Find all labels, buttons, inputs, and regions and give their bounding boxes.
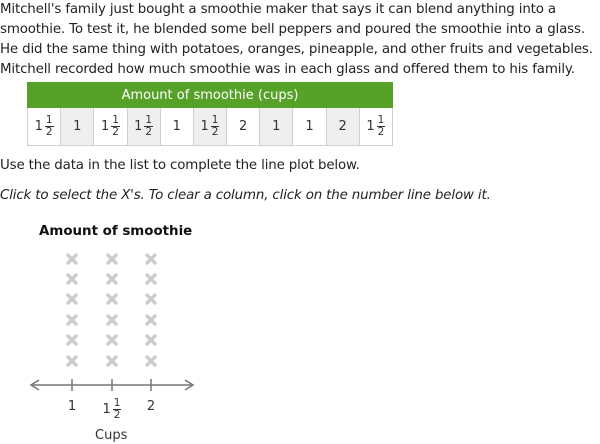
x-icon bbox=[105, 272, 119, 286]
table-cell bbox=[260, 108, 293, 146]
mixed-number bbox=[147, 399, 155, 414]
number-line[interactable] bbox=[28, 375, 198, 395]
x-mark[interactable] bbox=[105, 333, 119, 347]
table-cell bbox=[127, 108, 160, 146]
table-row bbox=[28, 108, 393, 146]
x-icon bbox=[144, 313, 158, 327]
x-icon bbox=[144, 354, 158, 368]
whole-part: 1 bbox=[272, 119, 281, 134]
whole-part: 1 bbox=[366, 119, 375, 134]
whole-part: 1 bbox=[102, 402, 111, 417]
mixed-number bbox=[103, 398, 122, 421]
x-icon bbox=[144, 272, 158, 286]
x-mark[interactable] bbox=[144, 333, 158, 347]
x-icon bbox=[105, 313, 119, 327]
x-mark[interactable] bbox=[65, 272, 79, 286]
mixed-number bbox=[200, 115, 219, 138]
x-mark[interactable] bbox=[144, 313, 158, 327]
whole-part: 1 bbox=[305, 119, 314, 134]
table-cell bbox=[28, 108, 61, 146]
mixed-number bbox=[101, 115, 120, 138]
x-mark[interactable] bbox=[65, 313, 79, 327]
x-icon bbox=[65, 313, 79, 327]
x-mark[interactable] bbox=[105, 272, 119, 286]
x-mark[interactable] bbox=[144, 292, 158, 306]
table-cell bbox=[326, 108, 359, 146]
whole-part: 2 bbox=[146, 399, 156, 414]
x-icon bbox=[144, 252, 158, 266]
x-icon bbox=[105, 333, 119, 347]
x-icon bbox=[144, 333, 158, 347]
whole-part: 2 bbox=[238, 119, 248, 134]
x-icon bbox=[65, 292, 79, 306]
x-mark[interactable] bbox=[144, 272, 158, 286]
mixed-number bbox=[173, 119, 181, 134]
x-icon bbox=[65, 333, 79, 347]
mixed-number bbox=[366, 115, 385, 138]
instruction-text: Use the data in the list to complete the line plot below. bbox=[0, 158, 360, 173]
numerator: 1 bbox=[211, 114, 219, 126]
table-cell bbox=[61, 108, 94, 146]
axis-label: Cups bbox=[95, 428, 128, 443]
whole-part: 1 bbox=[172, 119, 181, 134]
mixed-number bbox=[239, 119, 247, 134]
numerator: 1 bbox=[145, 114, 153, 126]
whole-part: 1 bbox=[34, 119, 43, 134]
table-cell bbox=[160, 108, 193, 146]
x-mark[interactable] bbox=[105, 354, 119, 368]
denominator: 2 bbox=[45, 126, 53, 138]
denominator: 2 bbox=[377, 126, 385, 138]
x-icon bbox=[105, 252, 119, 266]
fraction-part bbox=[377, 115, 386, 138]
table-cell bbox=[359, 108, 392, 146]
whole-part: 2 bbox=[338, 119, 347, 134]
x-mark[interactable] bbox=[65, 333, 79, 347]
x-mark[interactable] bbox=[65, 354, 79, 368]
fraction-part bbox=[113, 398, 122, 421]
x-icon bbox=[65, 272, 79, 286]
mixed-number bbox=[272, 119, 280, 134]
smoothie-data-table bbox=[27, 82, 393, 146]
x-icon bbox=[144, 292, 158, 306]
fraction-part bbox=[144, 115, 153, 138]
x-mark[interactable] bbox=[65, 292, 79, 306]
x-mark[interactable] bbox=[144, 252, 158, 266]
mixed-number bbox=[305, 119, 313, 134]
x-icon bbox=[105, 292, 119, 306]
click-instruction-text: Click to select the X's. To clear a column, click on the number line below it. bbox=[0, 188, 491, 203]
x-icon bbox=[65, 252, 79, 266]
numerator: 1 bbox=[377, 114, 385, 126]
denominator: 2 bbox=[113, 409, 121, 421]
x-icon bbox=[65, 354, 79, 368]
table-cell bbox=[227, 108, 260, 146]
mixed-number bbox=[68, 399, 76, 414]
whole-part: 1 bbox=[100, 119, 110, 134]
mixed-number bbox=[134, 115, 153, 138]
numerator: 1 bbox=[112, 114, 119, 126]
mixed-number bbox=[338, 119, 346, 134]
whole-part: 1 bbox=[73, 119, 82, 134]
whole-part: 1 bbox=[134, 119, 143, 134]
x-mark[interactable] bbox=[105, 252, 119, 266]
tick-label bbox=[57, 398, 87, 414]
denominator: 2 bbox=[112, 126, 119, 138]
table-header: Amount of smoothie (cups) bbox=[28, 83, 393, 108]
denominator: 2 bbox=[145, 126, 153, 138]
fraction-part bbox=[111, 115, 120, 138]
mixed-number bbox=[35, 115, 54, 138]
x-mark[interactable] bbox=[105, 292, 119, 306]
fraction-part bbox=[45, 115, 54, 138]
x-icon bbox=[105, 354, 119, 368]
table-cell bbox=[293, 108, 326, 146]
problem-intro: Mitchell's family just bought a smoothie maker that says it can blend anything into a smoothie. To test it, he blended some bell peppers and poured the smoothie into a glass. He did the same thing with potatoes, oranges, pineapple, and other fruits and vegetables. Mitchell recorded how much smoothie was in each glass and offered them to his family. bbox=[0, 2, 593, 77]
x-mark[interactable] bbox=[65, 252, 79, 266]
tick-label bbox=[97, 398, 127, 421]
denominator: 2 bbox=[211, 126, 219, 138]
table-cell bbox=[193, 108, 226, 146]
table-cell bbox=[94, 108, 127, 146]
x-mark[interactable] bbox=[144, 354, 158, 368]
whole-part: 1 bbox=[67, 399, 77, 414]
mixed-number bbox=[73, 119, 81, 134]
numerator: 1 bbox=[45, 114, 53, 126]
fraction-part bbox=[211, 115, 220, 138]
x-mark[interactable] bbox=[105, 313, 119, 327]
tick-label bbox=[136, 398, 166, 414]
line-plot-title: Amount of smoothie bbox=[39, 224, 193, 239]
numerator: 1 bbox=[113, 397, 121, 409]
whole-part: 1 bbox=[200, 119, 209, 134]
